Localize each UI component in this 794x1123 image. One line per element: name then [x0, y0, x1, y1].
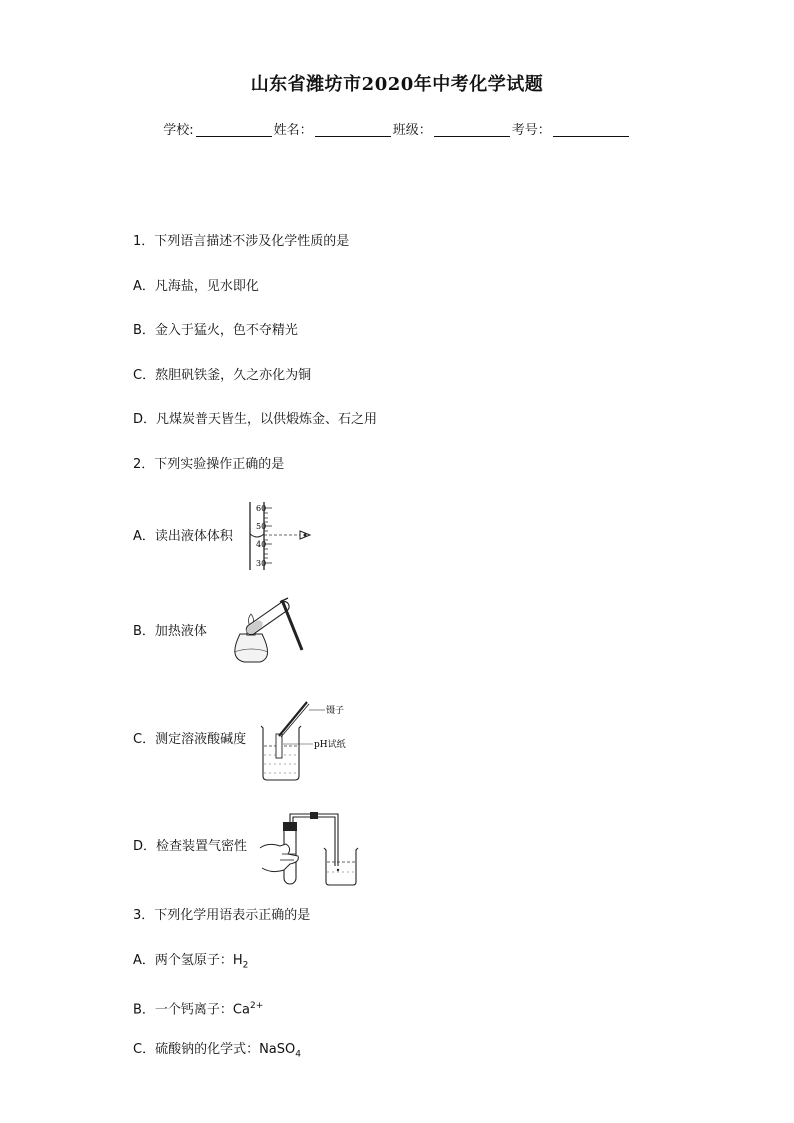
question-1-option-c: C．熬胆矾铁釜，久之亦化为铜 [133, 368, 312, 383]
heating-liquid-figure [222, 592, 312, 667]
question-3-option-a-subscript: 2 [242, 960, 249, 971]
question-3-option-c [133, 1041, 301, 1064]
question-2-stem: 2．下列实验操作正确的是 [133, 457, 285, 472]
question-1-option-a: A．凡海盐，见水即化 [133, 279, 259, 294]
tweezers-label: 镊子 [326, 706, 345, 716]
exam-number-blank[interactable] [553, 122, 629, 137]
question-3-option-a-text: A．两个氢原子：H [133, 953, 243, 968]
cylinder-tick-50: 50 [256, 522, 267, 531]
name-label: 姓名： [273, 123, 313, 138]
class-label: 班级： [392, 123, 432, 138]
class-blank[interactable] [434, 122, 510, 137]
page-title: 山东省潍坊市2020年中考化学试题 [250, 74, 544, 95]
school-blank[interactable] [196, 122, 272, 137]
cylinder-tick-60: 60 [256, 504, 267, 513]
class-field [393, 119, 512, 138]
name-field [274, 119, 393, 138]
question-2-option-c: C．测定溶液酸碱度 [133, 732, 247, 747]
cylinder-tick-40: 40 [256, 540, 267, 549]
question-3-option-a [133, 952, 248, 975]
school-field [163, 119, 273, 138]
student-info-line [0, 119, 794, 138]
airtightness-check-figure [258, 810, 368, 890]
exam-number-field [512, 119, 631, 138]
question-2-option-a: A．读出液体体积 [133, 529, 233, 544]
exam-number-label: 考号： [511, 123, 551, 138]
question-3-option-b-superscript: 2+ [249, 1001, 264, 1011]
graduated-cylinder-reading-figure [240, 500, 320, 572]
ph-test-figure [255, 698, 360, 783]
school-label: 学校: [163, 123, 194, 138]
question-2-option-d: D．检查装置气密性 [133, 839, 248, 854]
name-blank[interactable] [315, 122, 391, 137]
question-3-option-b [133, 997, 263, 1019]
cylinder-tick-30: 30 [256, 559, 267, 568]
question-1-option-d: D．凡煤炭普天皆生，以供煅炼金、石之用 [133, 412, 378, 427]
ph-paper-label: pH试纸 [314, 740, 346, 750]
question-1-stem: 1．下列语言描述不涉及化学性质的是 [133, 234, 350, 249]
question-3-option-c-text: C．硫酸钠的化学式：NaSO [133, 1042, 296, 1057]
question-1-option-b: B．金入于猛火，色不夺精光 [133, 323, 298, 338]
question-3-stem: 3．下列化学用语表示正确的是 [133, 908, 311, 923]
question-3-option-b-text: B．一个钙离子：Ca [133, 1002, 250, 1018]
question-2-option-b: B．加热液体 [133, 624, 207, 639]
question-3-option-c-subscript: 4 [295, 1049, 301, 1060]
